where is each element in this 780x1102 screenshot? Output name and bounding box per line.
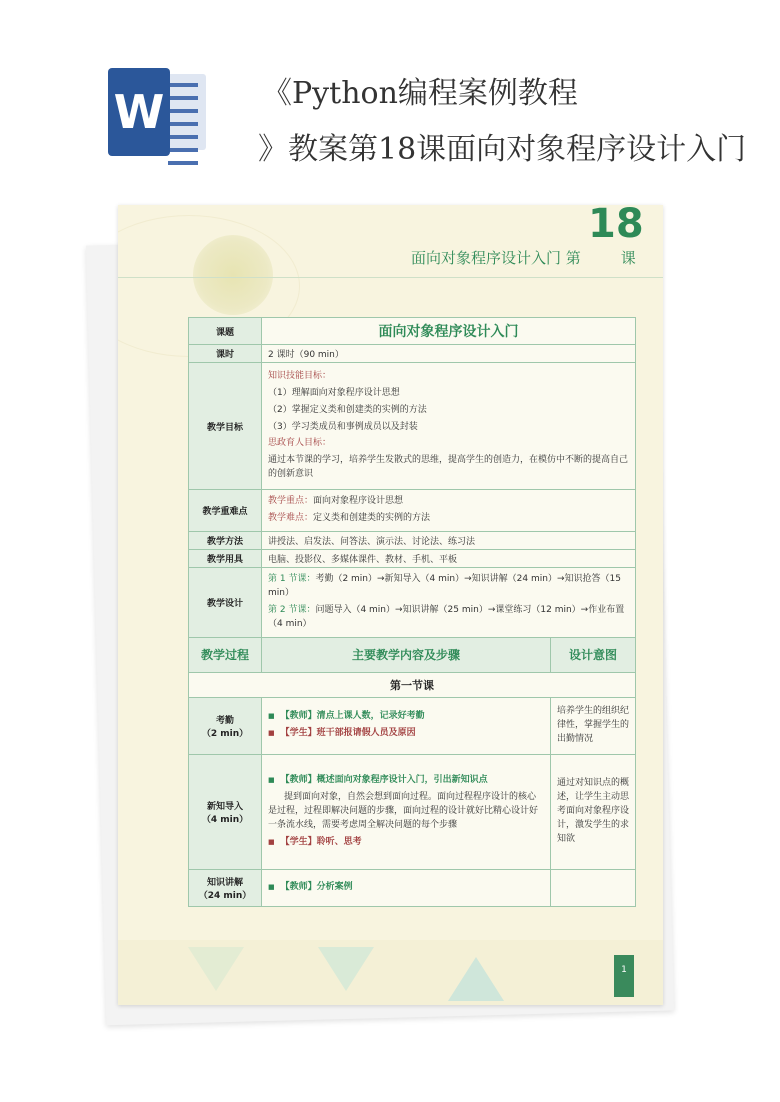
hours-label: 课时 [189,345,262,363]
table-row [189,490,636,532]
document-page [118,205,663,1005]
goals-ideology-title: 思政育人目标： [268,438,332,449]
square-bullet-icon: ■ [268,712,275,721]
square-bullet-icon: ■ [268,837,275,846]
table-row [189,754,636,869]
key-content [262,490,636,532]
lesson-number: 18 [588,205,644,247]
table-row [189,318,636,345]
attendance-teacher: 【教师】清点上课人数，记录好考勤 [280,711,425,722]
design-1-label: 第 1 节课： [268,573,316,584]
page-header-right: 课 [620,249,636,267]
explain-label-text: 知识讲解 [206,877,243,888]
attendance-content [262,697,551,754]
goal-item: （2）掌握定义类和创建类的实例的方法 [268,404,427,415]
design-label: 教学设计 [189,567,262,637]
intro-label [189,754,262,869]
square-bullet-icon: ■ [268,729,275,738]
page-header-left: 面向对象程序设计入门 第 [411,249,581,267]
header-divider [118,277,663,278]
intro-content [262,754,551,869]
table-row [189,672,636,697]
page-number: 1 [614,955,634,997]
process-col-header: 教学过程 [189,637,262,672]
design-content [262,567,636,637]
goals-content [262,363,636,490]
method-label: 教学方法 [189,531,262,549]
intro-time: （4 min） [201,814,249,825]
hours-value: 2 课时（90 min） [262,345,636,363]
design-1-text: 考勤（2 min）→新知导入（4 min）→知识讲解（24 min）→知识抢答（15 min） [268,573,621,598]
key-point-label: 教学重点： [268,496,314,506]
explain-content [262,869,551,906]
intro-intent: 通过对知识点的概述，让学生主动思考面向对象程序设计，激发学生的求知欲 [551,754,636,869]
word-icon [108,68,208,156]
table-row [189,869,636,906]
decorative-circle [193,235,273,315]
attendance-student: 【学生】班干部报请假人员及原因 [280,728,416,739]
page-header [411,247,636,268]
key-label: 教学重难点 [189,490,262,532]
word-letter-icon: W [108,68,170,156]
square-bullet-icon: ■ [268,882,275,891]
course-label: 课题 [189,318,262,345]
attendance-label-text: 考勤 [215,715,234,726]
intent-col-header: 设计意图 [551,637,636,672]
design-2-text: 问题导入（4 min）→知识讲解（25 min）→课堂练习（12 min）→作业布置（4 min） [268,604,625,629]
key-point-text: 面向对象程序设计思想 [313,496,404,506]
square-bullet-icon: ■ [268,775,275,784]
intro-teacher: 【教师】概述面向对象程序设计入门，引出新知识点 [280,774,488,785]
difficult-label: 教学难点： [268,512,314,523]
document-title-line-2: 》教案第18课面向对象程序设计入门 [258,132,747,167]
table-row [189,697,636,754]
goal-item: （3）学习类成员和事例成员以及封装 [268,421,418,432]
explain-intent [551,869,636,906]
table-row [189,345,636,363]
section-title: 第一节课 [189,672,636,697]
intro-label-text: 新知导入 [206,801,243,812]
goals-label: 教学目标 [189,363,262,490]
difficult-text: 定义类和创建类的实例的方法 [313,512,431,523]
goals-ideology-text: 通过本节课的学习，培养学生发散式的思维，提高学生的创造力，在模仿中不断的提高自己的创新意识 [268,455,629,480]
table-row [189,637,636,672]
attendance-intent: 培养学生的组织纪律性，掌握学生的出勤情况 [551,697,636,754]
intro-student: 【学生】聆听、思考 [280,836,362,847]
course-value: 面向对象程序设计入门 [262,318,636,345]
decorative-triangle [448,957,504,1001]
table-row [189,549,636,567]
goal-item: （1）理解面向对象程序设计思想 [268,387,400,398]
decorative-triangle [318,947,374,991]
lesson-plan-table [188,317,636,907]
design-2-label: 第 2 节课： [268,604,316,615]
tools-value: 电脑、投影仪、多媒体课件、教材、手机、平板 [262,549,636,567]
method-value: 讲授法、启发法、问答法、演示法、讨论法、练习法 [262,531,636,549]
decorative-triangle [188,947,244,991]
content-col-header: 主要教学内容及步骤 [262,637,551,672]
explain-time: （24 min） [198,890,252,901]
document-title-line-1: 《Python编程案例教程 [262,76,578,111]
tools-label: 教学用具 [189,549,262,567]
attendance-time: （2 min） [201,728,249,739]
intro-text: 提到面向对象，自然会想到面向过程。面向过程程序设计的核心是过程，过程即解决问题的步骤，面向过程的设计就好比精心设计好一条流水线，需要考虑周全解决问题的每个步骤 [268,791,539,830]
table-row [189,531,636,549]
explain-teacher: 【教师】分析案例 [280,881,353,892]
table-row [189,363,636,490]
table-row [189,567,636,637]
explain-label [189,869,262,906]
goals-knowledge-title: 知识技能目标： [268,370,332,381]
attendance-label [189,697,262,754]
